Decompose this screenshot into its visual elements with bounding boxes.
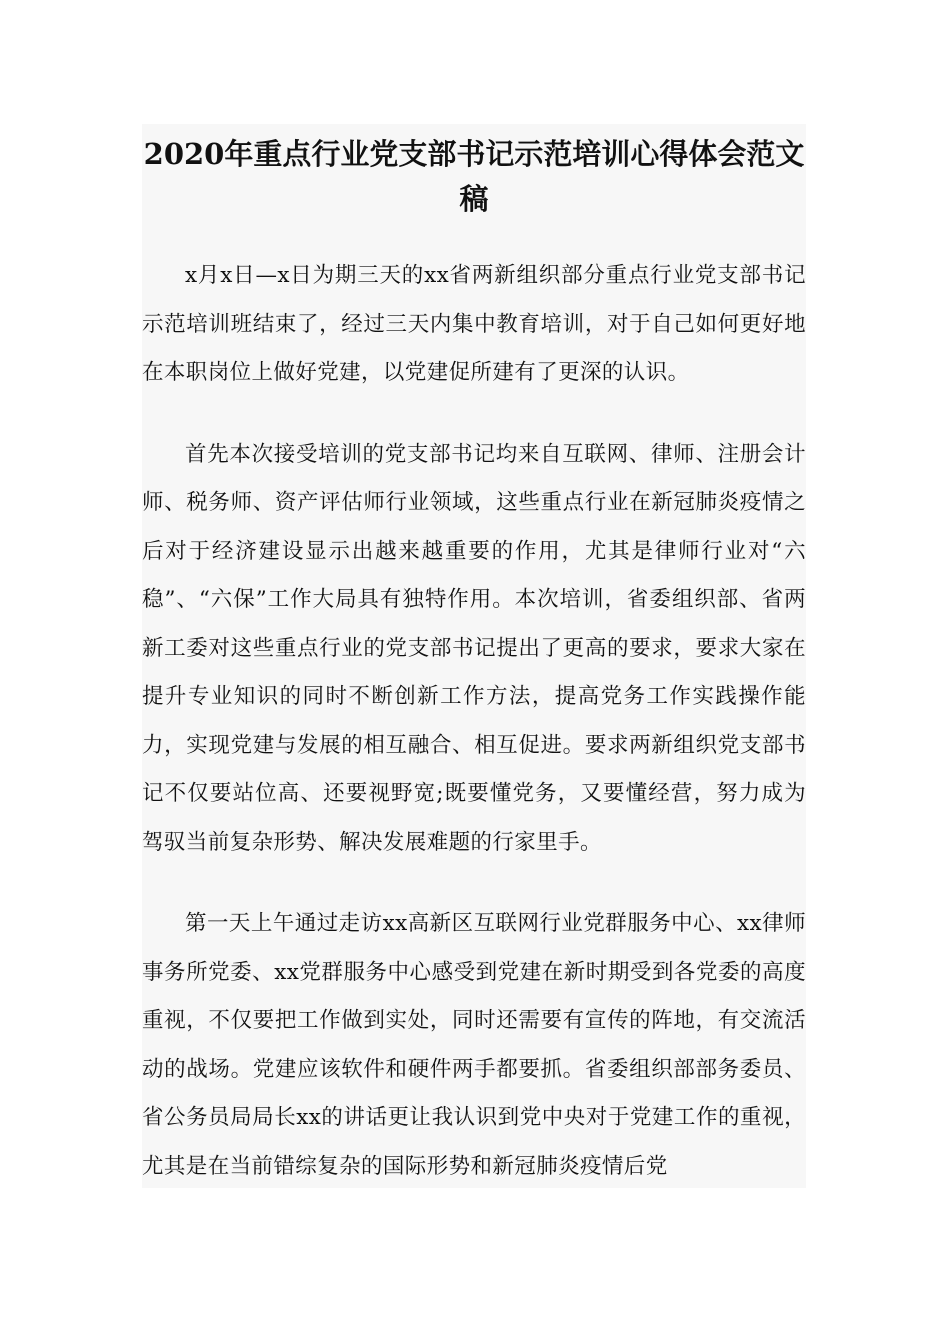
paragraph-2: 首先本次接受培训的党支部书记均来自互联网、律师、注册会计师、税务师、资产评估师行业领域，这些重点行业在新冠肺炎疫情之后对于经济建设显示出越来越重要的作用，尤其是律师行业对“六稳”、“六保”工作大局具有独特作用。本次培训，省委组织部、省两新工委对这些重点行业的党支部书记提出了更高的要求，要求大家在提升专业知识的同时不断创新工作方法，提高党务工作实践操作能力，实现党建与发展的相互融合、相互促进。要求两新组织党支部书记不仅要站位高、还要视野宽;既要懂党务，又要懂经营，努力成为驾驭当前复杂形势、解决发展难题的行家里手。 (142, 441, 806, 855)
document-body (142, 124, 806, 1188)
document-title: 2020年重点行业党支部书记示范培训心得体会范文稿 (143, 137, 805, 216)
paragraph-3: 第一天上午通过走访xx高新区互联网行业党群服务中心、xx律师事务所党委、xx党群服务中心感受到党建在新时期受到各党委的高度重视，不仅要把工作做到实处，同时还需要有宣传的阵地，有交流活动的战场。党建应该软件和硬件两手都要抓。省委组织部部务委员、省公务员局局长xx的讲话更让我认识到党中央对于党建工作的重视，尤其是在当前错综复杂的国际形势和新冠肺炎疫情后党 (142, 911, 806, 1179)
paragraph-1: x月x日—x日为期三天的xx省两新组织部分重点行业党支部书记示范培训班结束了，经过三天内集中教育培训，对于自己如何更好地在本职岗位上做好党建，以党建促所建有了更深的认识。 (142, 263, 806, 385)
